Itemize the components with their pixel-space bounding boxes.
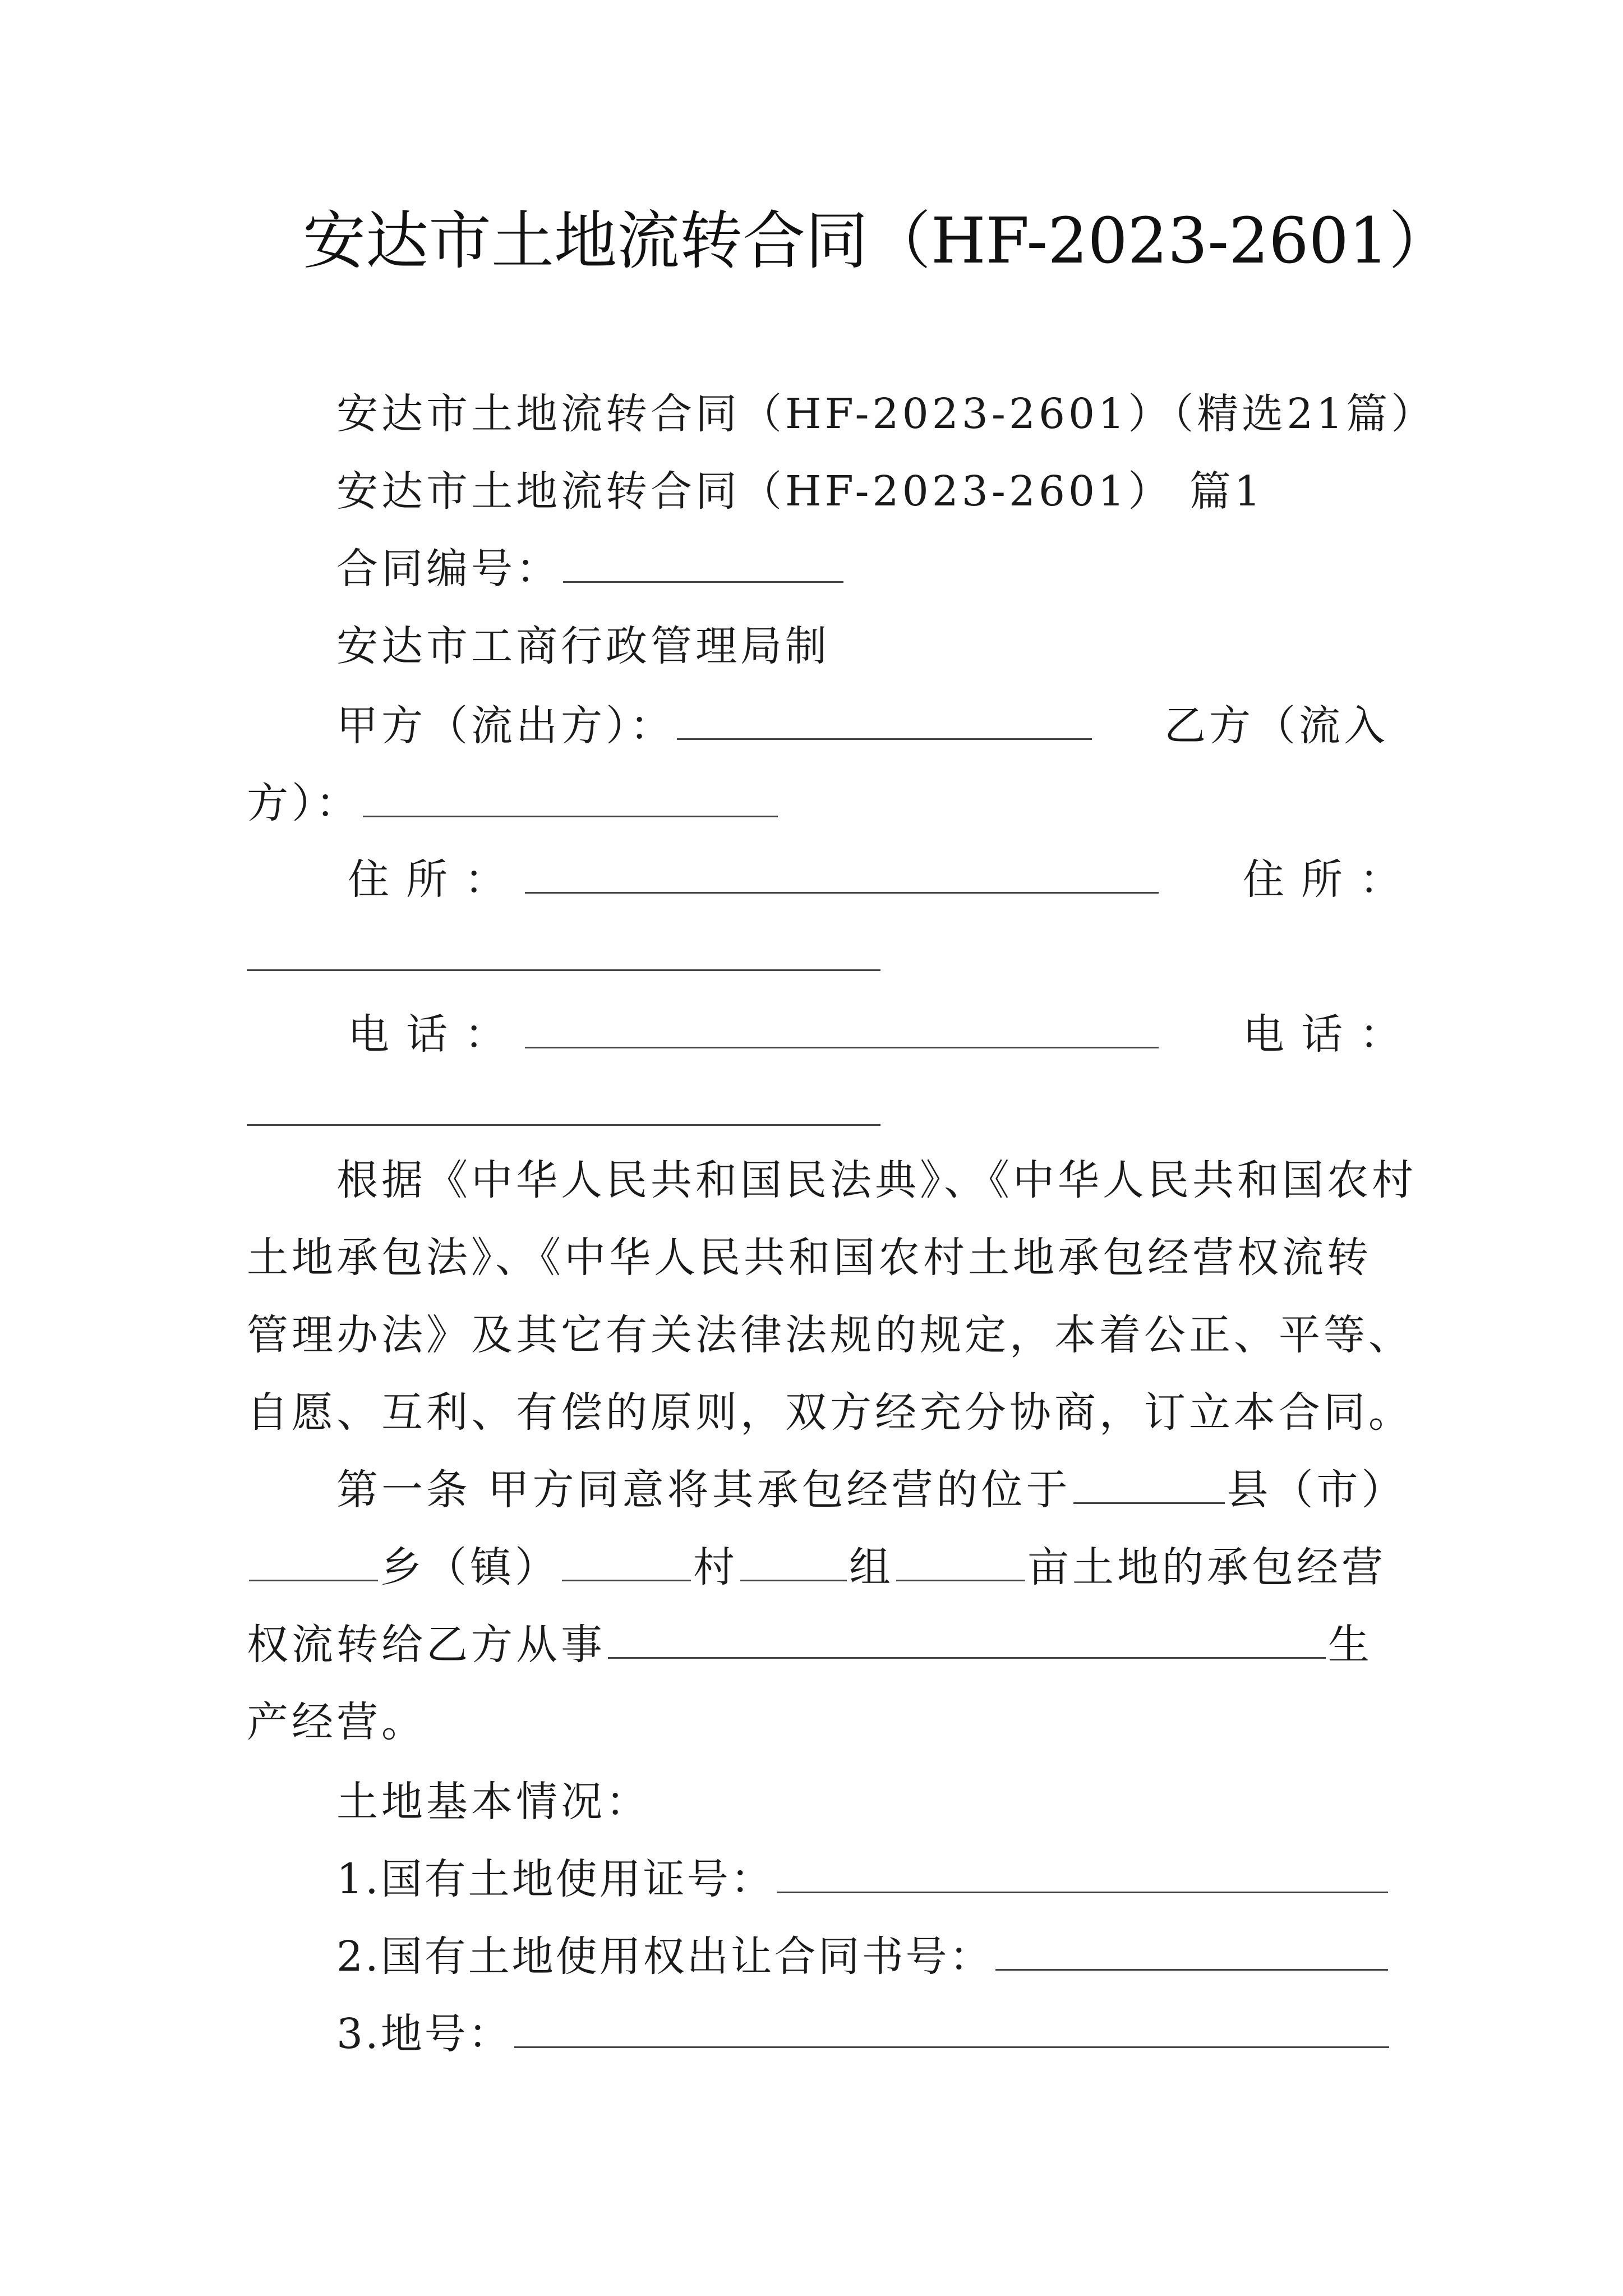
basis-paragraph-line-3: 管理办法》及其它有关法律法规的规定，本着公正、平等、: [247, 1311, 1413, 1359]
party-a-blank[interactable]: [677, 699, 1092, 740]
section-heading: 安达市土地流转合同（HF-2023-2601） 篇1: [336, 467, 1264, 516]
address-label-a: 住所：: [348, 855, 523, 904]
party-b-label-start: 乙方（流入: [1164, 702, 1389, 750]
land-certificate-label: 1.国有土地使用证号：: [336, 1855, 774, 1903]
contract-number-blank[interactable]: [563, 542, 843, 583]
party-a-label: 甲方（流出方）：: [336, 702, 675, 750]
phone-b-blank[interactable]: [247, 1124, 880, 1126]
party-b-blank[interactable]: [363, 776, 778, 817]
business-purpose-blank[interactable]: [608, 1618, 1326, 1659]
article-1-text-h: 生: [1328, 1621, 1373, 1669]
land-info-heading: 土地基本情况：: [336, 1778, 651, 1826]
contract-number-line: [336, 542, 846, 596]
article-1-line-1: [336, 1463, 1407, 1517]
basis-paragraph-line-1: 根据《中华人民共和国民法典》、《中华人民共和国农村: [336, 1156, 1417, 1204]
land-contract-blank[interactable]: [995, 1930, 1388, 1971]
article-1-line-4: 产经营。: [247, 1698, 426, 1746]
article-1-text-f: 亩土地的承包经营: [1027, 1543, 1386, 1591]
contract-number-label: 合同编号：: [336, 545, 561, 593]
article-1-line-3: [247, 1618, 1373, 1672]
basis-paragraph-line-4: 自愿、互利、有偿的原则，双方经充分协商，订立本合同。: [247, 1388, 1413, 1437]
issuer: 安达市工商行政管理局制: [336, 622, 830, 670]
land-item-2: [336, 1930, 1390, 1984]
party-b-label-end: 方）：: [247, 779, 361, 827]
phone-label-b: 电话：: [1243, 1010, 1418, 1059]
article-1-text-b: 县（市）: [1227, 1466, 1407, 1514]
party-b-line: [247, 776, 780, 830]
county-blank[interactable]: [1073, 1463, 1225, 1504]
township-blank[interactable]: [249, 1540, 378, 1581]
address-b-blank[interactable]: [247, 969, 880, 971]
land-item-1: [336, 1852, 1390, 1906]
land-certificate-blank[interactable]: [777, 1852, 1388, 1893]
area-blank[interactable]: [896, 1540, 1025, 1581]
article-1-text-e: 组: [849, 1543, 894, 1591]
village-blank[interactable]: [562, 1540, 691, 1581]
address-a-blank[interactable]: [525, 853, 1159, 894]
article-1-text-d: 村: [693, 1543, 738, 1591]
subtitle: 安达市土地流转合同（HF-2023-2601）（精选21篇）: [336, 390, 1436, 438]
party-a-line: [336, 699, 1094, 753]
article-1-text-g: 权流转给乙方从事: [247, 1621, 606, 1669]
address-line-a: [348, 853, 1161, 907]
basis-paragraph-line-2: 土地承包法》、《中华人民共和国农村土地承包经营权流转: [247, 1234, 1372, 1282]
phone-a-blank[interactable]: [525, 1007, 1159, 1048]
document-title: 安达市土地流转合同（HF-2023-2601）: [303, 205, 1452, 278]
phone-line-a: [348, 1007, 1161, 1061]
land-parcel-blank[interactable]: [514, 2007, 1389, 2048]
land-parcel-label: 3.地号：: [336, 2010, 512, 2058]
land-contract-label: 2.国有土地使用权出让合同书号：: [336, 1932, 993, 1981]
phone-label-a: 电话：: [348, 1010, 523, 1059]
article-1-line-2: [247, 1540, 1386, 1594]
group-blank[interactable]: [740, 1540, 847, 1581]
article-1-text-a: 第一条 甲方同意将其承包经营的位于: [336, 1466, 1071, 1514]
address-label-b: 住所：: [1243, 855, 1418, 904]
land-item-3: [336, 2007, 1391, 2061]
article-1-text-c: 乡（镇）: [380, 1543, 560, 1591]
